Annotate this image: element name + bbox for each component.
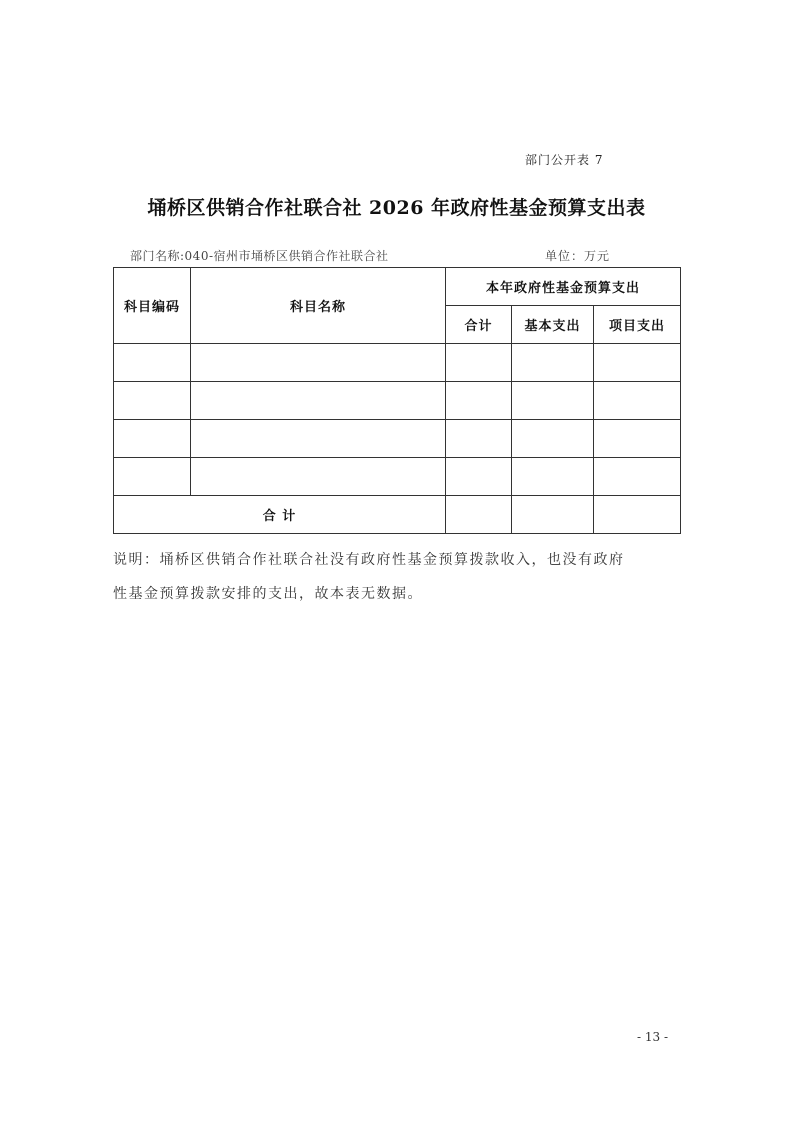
table-cell xyxy=(191,344,446,382)
total-row xyxy=(114,496,681,534)
table-cell xyxy=(446,420,512,458)
table-cell xyxy=(512,496,594,534)
header-basic: 基本支出 xyxy=(512,306,594,344)
table-row xyxy=(114,344,681,382)
table-cell xyxy=(594,420,681,458)
table-cell xyxy=(594,496,681,534)
table-cell xyxy=(446,382,512,420)
department-label: 部门名称:040-宿州市埇桥区供销合作社联合社 xyxy=(130,249,389,263)
table-cell xyxy=(446,458,512,496)
unit-label: 单位：万元 xyxy=(545,249,611,263)
table-cell xyxy=(594,382,681,420)
table-cell xyxy=(114,420,191,458)
table-cell xyxy=(512,382,594,420)
page-title: 埇桥区供销合作社联合社 2026 年政府性基金预算支出表 xyxy=(147,197,646,219)
table-row xyxy=(114,458,681,496)
header-subject-name: 科目名称 xyxy=(191,268,446,344)
doc-code: 部门公开表 7 xyxy=(525,153,604,167)
header-total: 合计 xyxy=(446,306,512,344)
table-cell xyxy=(512,344,594,382)
table-cell xyxy=(191,420,446,458)
table-cell xyxy=(512,420,594,458)
table-cell xyxy=(446,344,512,382)
header-fund-group: 本年政府性基金预算支出 xyxy=(446,268,681,306)
table-cell xyxy=(446,496,512,534)
note-line: 说明：埇桥区供销合作社联合社没有政府性基金预算拨款收入，也没有政府 xyxy=(113,552,625,568)
header-subject-code: 科目编码 xyxy=(114,268,191,344)
total-row-label: 合 计 xyxy=(114,496,446,534)
table-cell xyxy=(191,382,446,420)
table-cell xyxy=(114,344,191,382)
table-cell xyxy=(114,458,191,496)
table-cell xyxy=(594,344,681,382)
budget-table xyxy=(113,267,681,534)
explanation-note xyxy=(113,543,683,611)
table-cell xyxy=(114,382,191,420)
table-cell xyxy=(594,458,681,496)
table-row xyxy=(114,382,681,420)
table-row xyxy=(114,420,681,458)
header-project: 项目支出 xyxy=(594,306,681,344)
table-cell xyxy=(191,458,446,496)
note-line: 性基金预算拨款安排的支出，故本表无数据。 xyxy=(113,586,423,602)
table-cell xyxy=(512,458,594,496)
page-number: - 13 - xyxy=(637,1030,669,1044)
